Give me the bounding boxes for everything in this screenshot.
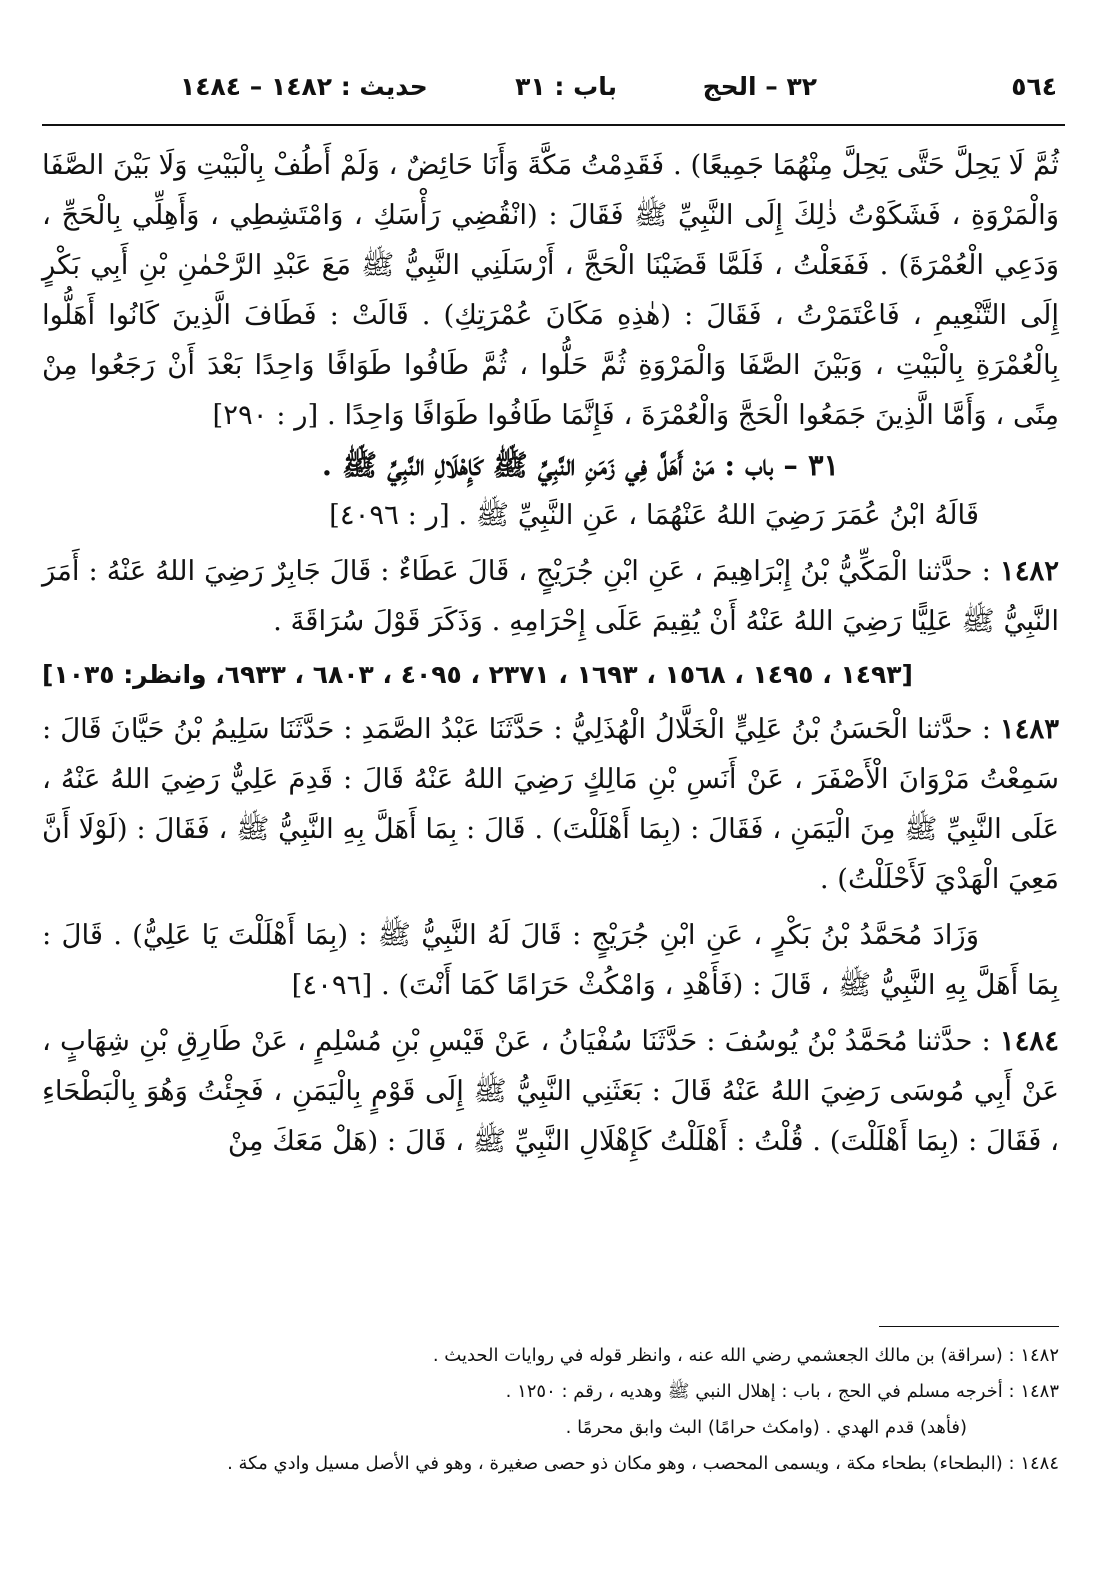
cross-references: [١٤٩٣ ، ١٤٩٥ ، ١٥٦٨ ، ١٦٩٣ ، ٢٣٧١ ، ٤٠٩٥ ، ٦٨٠٣ ، ٦٩٣٣، وانظر: ١٠٣٥] [42,660,913,689]
hadith-number: ١٤٨٣ [999,713,1059,745]
footnote-divider [879,1326,1059,1327]
footnote-1483: ١٤٨٣ : أخرجه مسلم في الحج ، باب : إهلال النبي ﷺ وهديه ، رقم : ١٢٥٠ . [505,1381,1059,1402]
hadith-number: ١٤٨٢ [999,555,1060,587]
footnote-1482: ١٤٨٢ : (سراقة) بن مالك الجعشمي رضي الله عنه ، وانظر قوله في روايات الحديث . [432,1345,1059,1366]
main-text [42,140,1059,1166]
footnote-1483-gloss: (فأهد) قدم الهدي . (وامكث حرامًا) البث وابق محرمًا . [565,1417,967,1438]
chapter-number: باب : ٣١ [515,72,617,101]
footnote-1484: ١٤٨٤ : (البطحاء) بطحاء مكة ، ويسمى المحصب ، وهو مكان ذو حصى صغيرة ، وهو في الأصل مسيل وادي مكة . [227,1453,1059,1474]
hadith-number: ١٤٨٤ [999,1025,1059,1057]
hadith-1484 [42,1016,1059,1166]
chapter-heading: ٣١ – باب : مَنْ أَهَلَّ فِي زَمَنِ النَّبِيِّ ﷺ كَإِهْلَالِ النَّبِيِّ ﷺ . [321,448,840,482]
header-divider [42,124,1065,126]
page-number: ٥٦٤ [1011,72,1057,101]
hadith-1483 [42,704,1059,904]
hadith-text: : حدَّثنا مُحَمَّدُ بْنُ يُوسُفَ : حَدَّثَنَا سُفْيَانُ ، عَنْ قَيْسِ بْنِ مُسْلِمٍ ، عَنْ طَارِقِ بْنِ شِهَابٍ ، عَنْ أَبِي مُوسَى رَضِيَ اللهُ عَنْهُ قَالَ : بَعَثَنِي النَّبِيُّ ﷺ إِلَى قَوْمٍ بِالْيَمَنِ ، فَجِئْتُ وَهُوَ بِالْبَطْحَاءِ ، فَقَالَ : (بِمَا أَهْلَلْتَ) . قُلْتُ : أَهْلَلْتُ كَإِهْلَالِ النَّبِيِّ ﷺ ، قَالَ : (هَلْ مَعَكَ مِنْ [42,1025,1059,1157]
running-header [40,72,1057,108]
hadith-range: حديث : ١٤٨٢ – ١٤٨٤ [180,72,428,101]
footnotes [42,1338,1059,1482]
book-title: ٣٢ – الحج [702,72,817,101]
continuation-paragraph: ثُمَّ لَا يَحِلَّ حَتَّى يَحِلَّ مِنْهُمَا جَمِيعًا) . فَقَدِمْتُ مَكَّةَ وَأَنَا حَائِضٌ ، وَلَمْ أَطُفْ بِالْبَيْتِ وَلَا بَيْنَ الصَّفَا وَالْمَرْوَةِ ، فَشَكَوْتُ ذٰلِكَ إِلَى النَّبِيِّ ﷺ فَقَالَ : (انْقُضِي رَأْسَكِ ، وَامْتَشِطِي ، وَأَهِلِّي بِالْحَجِّ ، وَدَعِي الْعُمْرَةَ) . فَفَعَلْتُ ، فَلَمَّا قَضَيْنَا الْحَجَّ ، أَرْسَلَنِي النَّبِيُّ ﷺ مَعَ عَبْدِ الرَّحْمٰنِ بْنِ أَبِي بَكْرٍ إِلَى التَّنْعِيمِ ، فَاعْتَمَرْتُ ، فَقَالَ : (هٰذِهِ مَكَانَ عُمْرَتِكِ) . قَالَتْ : فَطَافَ الَّذِينَ كَانُوا أَهَلُّوا بِالْعُمْرَةِ بِالْبَيْتِ ، وَبَيْنَ الصَّفَا وَالْمَرْوَةِ ثُمَّ حَلُّوا ، ثُمَّ طَافُوا طَوَافًا وَاحِدًا بَعْدَ أَنْ رَجَعُوا مِنْ مِنًى ، وَأَمَّا الَّذِينَ جَمَعُوا الْحَجَّ وَالْعُمْرَةَ ، فَإِنَّمَا طَافُوا طَوَافًا وَاحِدًا . [ر : ٢٩٠] [42,149,1059,431]
hadith-text: : حدَّثنا الْمَكِّيُّ بْنُ إِبْرَاهِيمَ ، عَنِ ابْنِ جُرَيْجٍ ، قَالَ عَطَاءٌ : قَالَ جَابِرٌ رَضِيَ اللهُ عَنْهُ : أَمَرَ النَّبِيُّ ﷺ عَلِيًّا رَضِيَ اللهُ عَنْهُ أَنْ يُقِيمَ عَلَى إِحْرَامِهِ . وَذَكَرَ قَوْلَ سُرَاقَةَ . [42,555,1059,637]
hadith-1483-addition: وَزَادَ مُحَمَّدُ بْنُ بَكْرٍ ، عَنِ ابْنِ جُرَيْجٍ : قَالَ لَهُ النَّبِيُّ ﷺ : (بِمَا أَهْلَلْتَ يَا عَلِيُّ) . قَالَ : بِمَا أَهَلَّ بِهِ النَّبِيُّ ﷺ ، قَالَ : (فَأَهْدِ ، وَامْكُثْ حَرَامًا كَمَا أَنْتَ) . [٤٠٩٦] [42,919,1059,1001]
hadith-text: : حدَّثنا الْحَسَنُ بْنُ عَلِيٍّ الْخَلَّالُ الْهُذَلِيُّ : حَدَّثَنَا عَبْدُ الصَّمَدِ : حَدَّثَنَا سَلِيمُ بْنُ حَيَّانَ قَالَ : سَمِعْتُ مَرْوَانَ الْأَصْفَرَ ، عَنْ أَنَسِ بْنِ مَالِكٍ رَضِيَ اللهُ عَنْهُ قَالَ : قَدِمَ عَلِيٌّ رَضِيَ اللهُ عَنْهُ ، عَلَى النَّبِيِّ ﷺ مِنَ الْيَمَنِ ، فَقَالَ : (بِمَا أَهْلَلْتَ) . قَالَ : بِمَا أَهَلَّ بِهِ النَّبِيُّ ﷺ ، فَقَالَ : (لَوْلَا أَنَّ مَعِيَ الْهَدْيَ لَأَحْلَلْتُ) . [42,713,1059,895]
hadith-1482 [42,546,1059,646]
chapter-note: قَالَهُ ابْنُ عُمَرَ رَضِيَ اللهُ عَنْهُمَا ، عَنِ النَّبِيِّ ﷺ . [ر : ٤٠٩٦] [329,499,979,531]
